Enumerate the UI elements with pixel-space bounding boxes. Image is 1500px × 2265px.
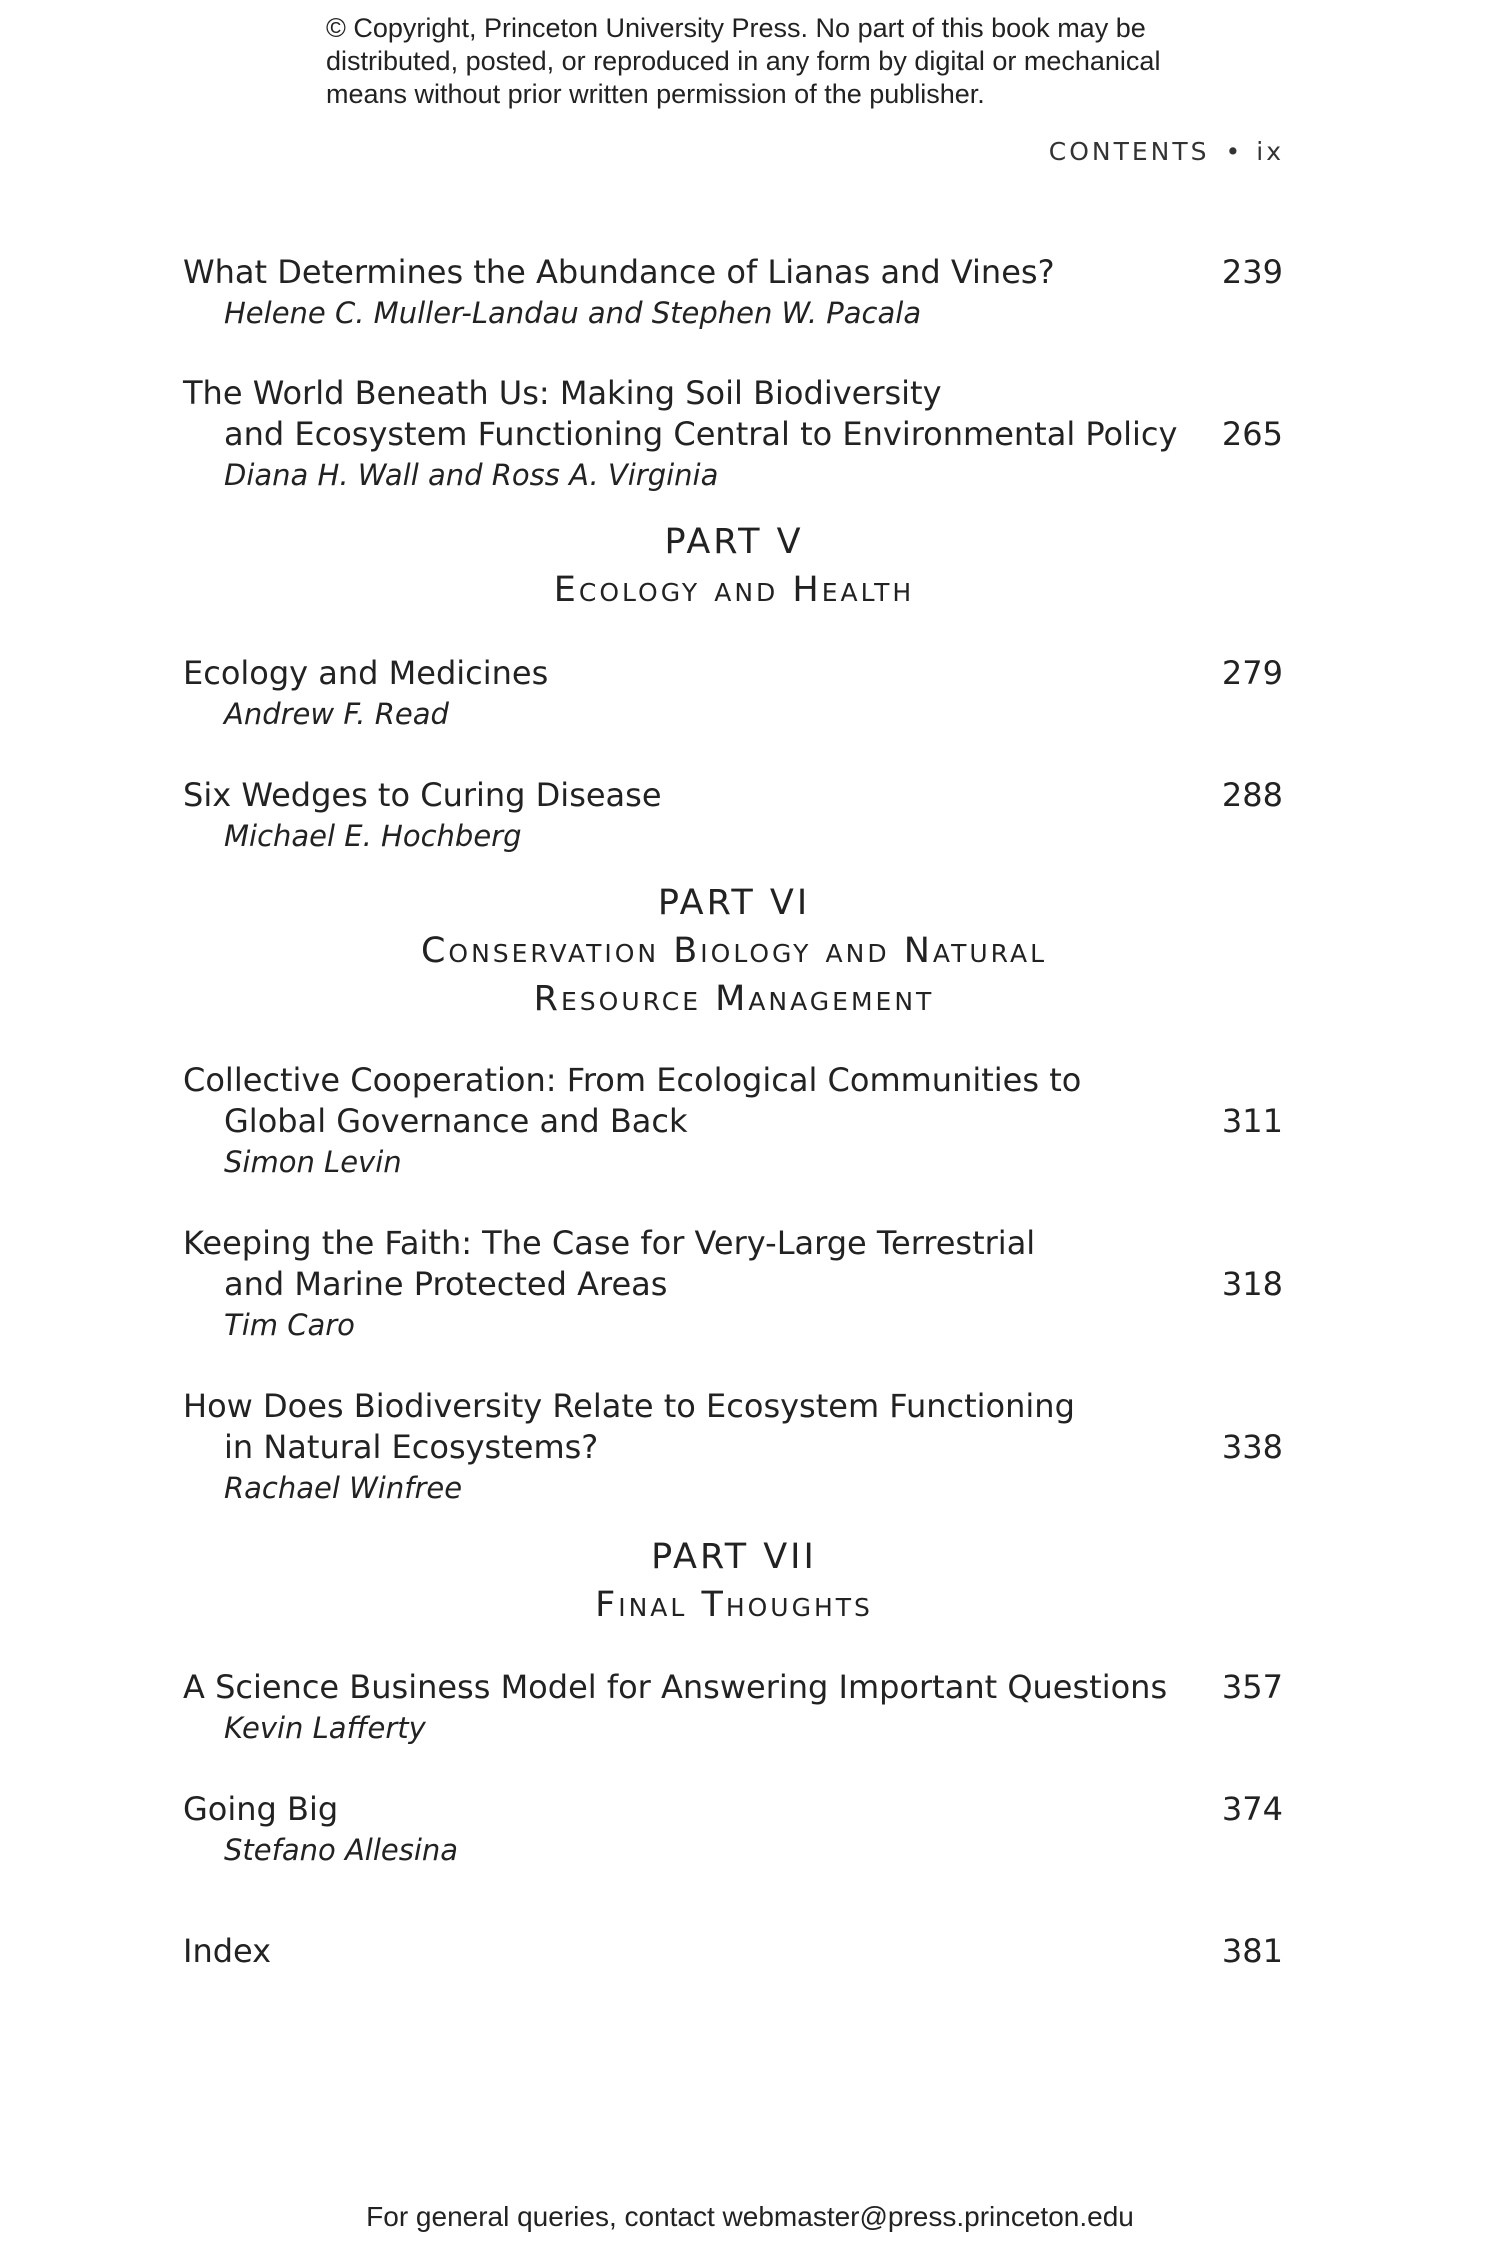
part-title: Final Thoughts [595, 1585, 873, 1625]
entry-title: Index [183, 1932, 272, 1970]
entry-title: Collective Cooperation: From Ecological Communities to [183, 1061, 1082, 1099]
entry-title-continued: Global Governance and Back [224, 1102, 688, 1140]
entry-page: 279 [1221, 654, 1283, 692]
entry-page: 381 [1221, 1932, 1283, 1970]
entry-page: 288 [1221, 776, 1283, 814]
toc-entry [183, 1667, 1283, 1749]
entry-title-continued: in Natural Ecosystems? [224, 1428, 599, 1466]
entry-authors: Michael E. Hochberg [224, 819, 522, 853]
toc-entry [183, 252, 1283, 334]
entry-title-line [183, 1667, 1283, 1708]
entry-authors: Diana H. Wall and Ross A. Virginia [224, 458, 719, 492]
entry-title: Keeping the Faith: The Case for Very-Large Terrestrial [183, 1224, 1036, 1262]
entry-page: 374 [1221, 1790, 1283, 1828]
copyright-line: distributed, posted, or reproduced in any form by digital or mechanical [326, 46, 1161, 76]
entry-authors: Tim Caro [224, 1308, 355, 1342]
entry-title: A Science Business Model for Answering Important Questions [183, 1668, 1168, 1706]
part-number: PART VI [657, 883, 811, 923]
entry-page: 239 [1221, 253, 1283, 291]
toc-entry [183, 1789, 1283, 1871]
entry-authors: Stefano Allesina [224, 1833, 459, 1867]
entry-page: 265 [1221, 415, 1283, 453]
running-head-label: CONTENTS [1048, 137, 1210, 166]
entry-title-line [183, 1223, 1283, 1264]
entry-authors: Helene C. Muller-Landau and Stephen W. Pacala [224, 296, 922, 330]
bullet-separator: • [1225, 137, 1241, 166]
entry-title-line [183, 1264, 1283, 1305]
entry-authors: Andrew F. Read [224, 697, 449, 731]
entry-page: 318 [1221, 1265, 1283, 1303]
toc-entry [183, 1060, 1283, 1183]
page-number: ix [1256, 137, 1284, 166]
entry-title-line [183, 373, 1283, 414]
entry-page: 357 [1221, 1668, 1283, 1706]
part-heading [0, 518, 1468, 614]
part-title: Ecology and Health [553, 570, 915, 610]
entry-title: Going Big [183, 1790, 339, 1828]
toc-entry [183, 1223, 1283, 1346]
entry-title-continued: and Ecosystem Functioning Central to Environmental Policy [224, 415, 1178, 453]
entry-title-line [183, 775, 1283, 816]
entry-authors: Rachael Winfree [224, 1471, 463, 1505]
entry-title: What Determines the Abundance of Lianas and Vines? [183, 253, 1055, 291]
entry-page: 311 [1221, 1102, 1283, 1140]
footer-contact: For general queries, contact webmaster@press.princeton.edu [366, 2201, 1134, 2232]
entry-title-line [183, 1060, 1283, 1101]
entry-page: 338 [1221, 1428, 1283, 1466]
running-head [900, 137, 1284, 166]
copyright-line: © Copyright, Princeton University Press. No part of this book may be [326, 13, 1146, 43]
entry-title-line [183, 1101, 1283, 1142]
entry-title-continued: and Marine Protected Areas [224, 1265, 668, 1303]
entry-title-line [183, 252, 1283, 293]
entry-title: Ecology and Medicines [183, 654, 549, 692]
part-title: Conservation Biology and Natural [420, 931, 1048, 971]
entry-title-line [183, 1931, 1283, 1972]
copyright-notice [326, 12, 1226, 111]
part-heading [0, 1533, 1468, 1629]
toc-entry [183, 653, 1283, 735]
part-number: PART VII [651, 1537, 817, 1577]
toc-entry-index [183, 1931, 1283, 1972]
part-heading [0, 879, 1468, 1023]
part-title: Resource Management [533, 979, 935, 1019]
entry-title-line [183, 1789, 1283, 1830]
entry-authors: Simon Levin [224, 1145, 402, 1179]
entry-title-line [183, 1386, 1283, 1427]
toc-entry [183, 1386, 1283, 1509]
entry-title: Six Wedges to Curing Disease [183, 776, 662, 814]
toc-entry [183, 373, 1283, 496]
entry-authors: Kevin Lafferty [224, 1711, 426, 1745]
part-number: PART V [664, 522, 804, 562]
entry-title-line [183, 414, 1283, 455]
entry-title: How Does Biodiversity Relate to Ecosystem Functioning [183, 1387, 1075, 1425]
entry-title-line [183, 653, 1283, 694]
toc-entry [183, 775, 1283, 857]
entry-title: The World Beneath Us: Making Soil Biodiversity [183, 374, 942, 412]
copyright-line: means without prior written permission of the publisher. [326, 79, 985, 109]
entry-title-line [183, 1427, 1283, 1468]
